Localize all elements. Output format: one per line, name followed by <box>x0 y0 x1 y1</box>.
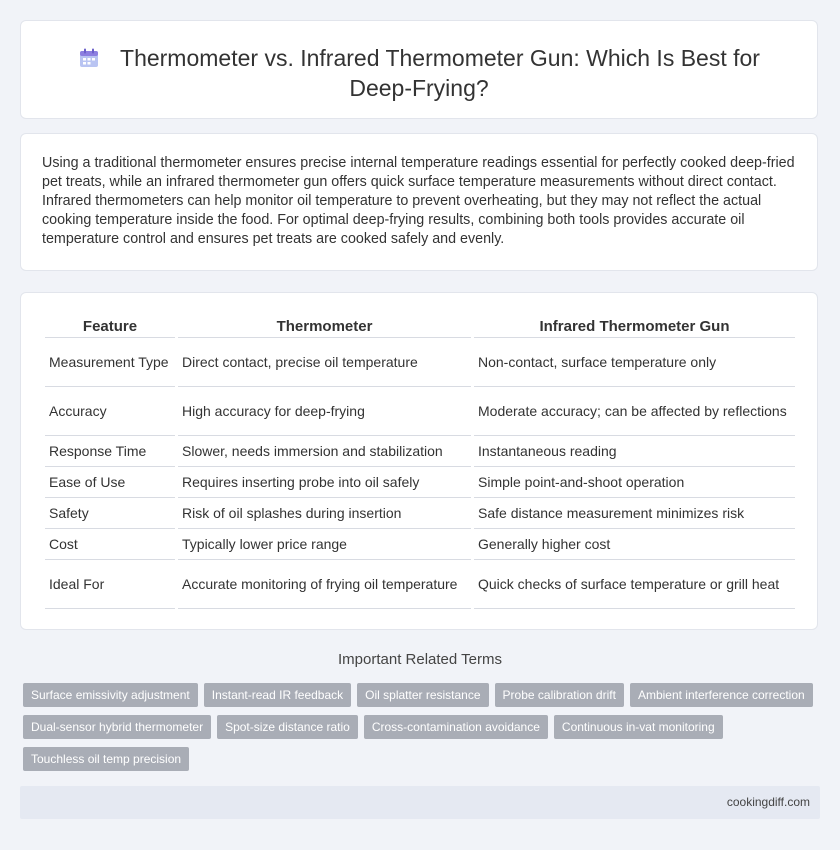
related-term-tag[interactable]: Probe calibration drift <box>495 683 624 707</box>
row-thermometer: High accuracy for deep-frying <box>178 387 471 436</box>
row-thermometer: Requires inserting probe into oil safely <box>178 467 471 498</box>
row-thermometer: Accurate monitoring of frying oil temperature <box>178 560 471 609</box>
calendar-icon <box>78 47 100 69</box>
table-row <box>45 467 795 498</box>
row-infrared: Quick checks of surface temperature or grill heat <box>474 560 795 609</box>
footer <box>20 786 820 819</box>
related-term-tag[interactable]: Ambient interference correction <box>630 683 813 707</box>
table-row <box>45 498 795 529</box>
row-thermometer: Risk of oil splashes during insertion <box>178 498 471 529</box>
row-infrared: Non-contact, surface temperature only <box>474 338 795 387</box>
related-term-tag[interactable]: Touchless oil temp precision <box>23 747 189 771</box>
related-terms-title: Important Related Terms <box>338 651 502 668</box>
comparison-card <box>20 292 818 630</box>
intro-paragraph: Using a traditional thermometer ensures precise internal temperature readings essential for perfectly cooked deep-fried pet treats, while an infrared thermometer gun offers quick surface temperature measurements without direct contact. Infrared thermometers can help monitor oil temperature to prevent overheating, but they may not reflect the actual cooking temperature inside the food. For optimal deep-frying results, combining both tools provides accurate oil temperature control and ensures pet treats are cooked safely and evenly. <box>42 155 795 247</box>
row-infrared: Generally higher cost <box>474 529 795 560</box>
table-row <box>45 387 795 436</box>
title-card <box>20 20 818 119</box>
row-feature: Ease of Use <box>45 467 175 498</box>
row-infrared: Instantaneous reading <box>474 436 795 467</box>
related-terms-list <box>23 683 813 771</box>
page-title-wrap <box>61 43 777 103</box>
table-row <box>45 338 795 387</box>
header-feature: Feature <box>45 315 175 338</box>
table-header-row <box>45 315 795 338</box>
table-row <box>45 529 795 560</box>
row-feature: Safety <box>45 498 175 529</box>
intro-card <box>20 133 818 271</box>
related-term-tag[interactable]: Surface emissivity adjustment <box>23 683 198 707</box>
row-feature: Ideal For <box>45 560 175 609</box>
related-term-tag[interactable]: Oil splatter resistance <box>357 683 488 707</box>
row-infrared: Simple point-and-shoot operation <box>474 467 795 498</box>
row-feature: Measurement Type <box>45 338 175 387</box>
related-term-tag[interactable]: Cross-contamination avoidance <box>364 715 548 739</box>
related-term-tag[interactable]: Dual-sensor hybrid thermometer <box>23 715 211 739</box>
row-feature: Cost <box>45 529 175 560</box>
related-term-tag[interactable]: Instant-read IR feedback <box>204 683 351 707</box>
row-infrared: Moderate accuracy; can be affected by reflections <box>474 387 795 436</box>
table-row <box>45 436 795 467</box>
related-term-tag[interactable]: Spot-size distance ratio <box>217 715 358 739</box>
header-infrared: Infrared Thermometer Gun <box>474 315 795 338</box>
footer-site-link[interactable]: cookingdiff.com <box>726 795 810 809</box>
comparison-table <box>42 315 798 609</box>
row-thermometer: Direct contact, precise oil temperature <box>178 338 471 387</box>
row-feature: Accuracy <box>45 387 175 436</box>
row-infrared: Safe distance measurement minimizes risk <box>474 498 795 529</box>
related-term-tag[interactable]: Continuous in-vat monitoring <box>554 715 723 739</box>
table-row <box>45 560 795 609</box>
row-feature: Response Time <box>45 436 175 467</box>
header-thermometer: Thermometer <box>178 315 471 338</box>
row-thermometer: Typically lower price range <box>178 529 471 560</box>
row-thermometer: Slower, needs immersion and stabilization <box>178 436 471 467</box>
page-title: Thermometer vs. Infrared Thermometer Gun: Which Is Best for Deep-Frying? <box>120 45 760 101</box>
